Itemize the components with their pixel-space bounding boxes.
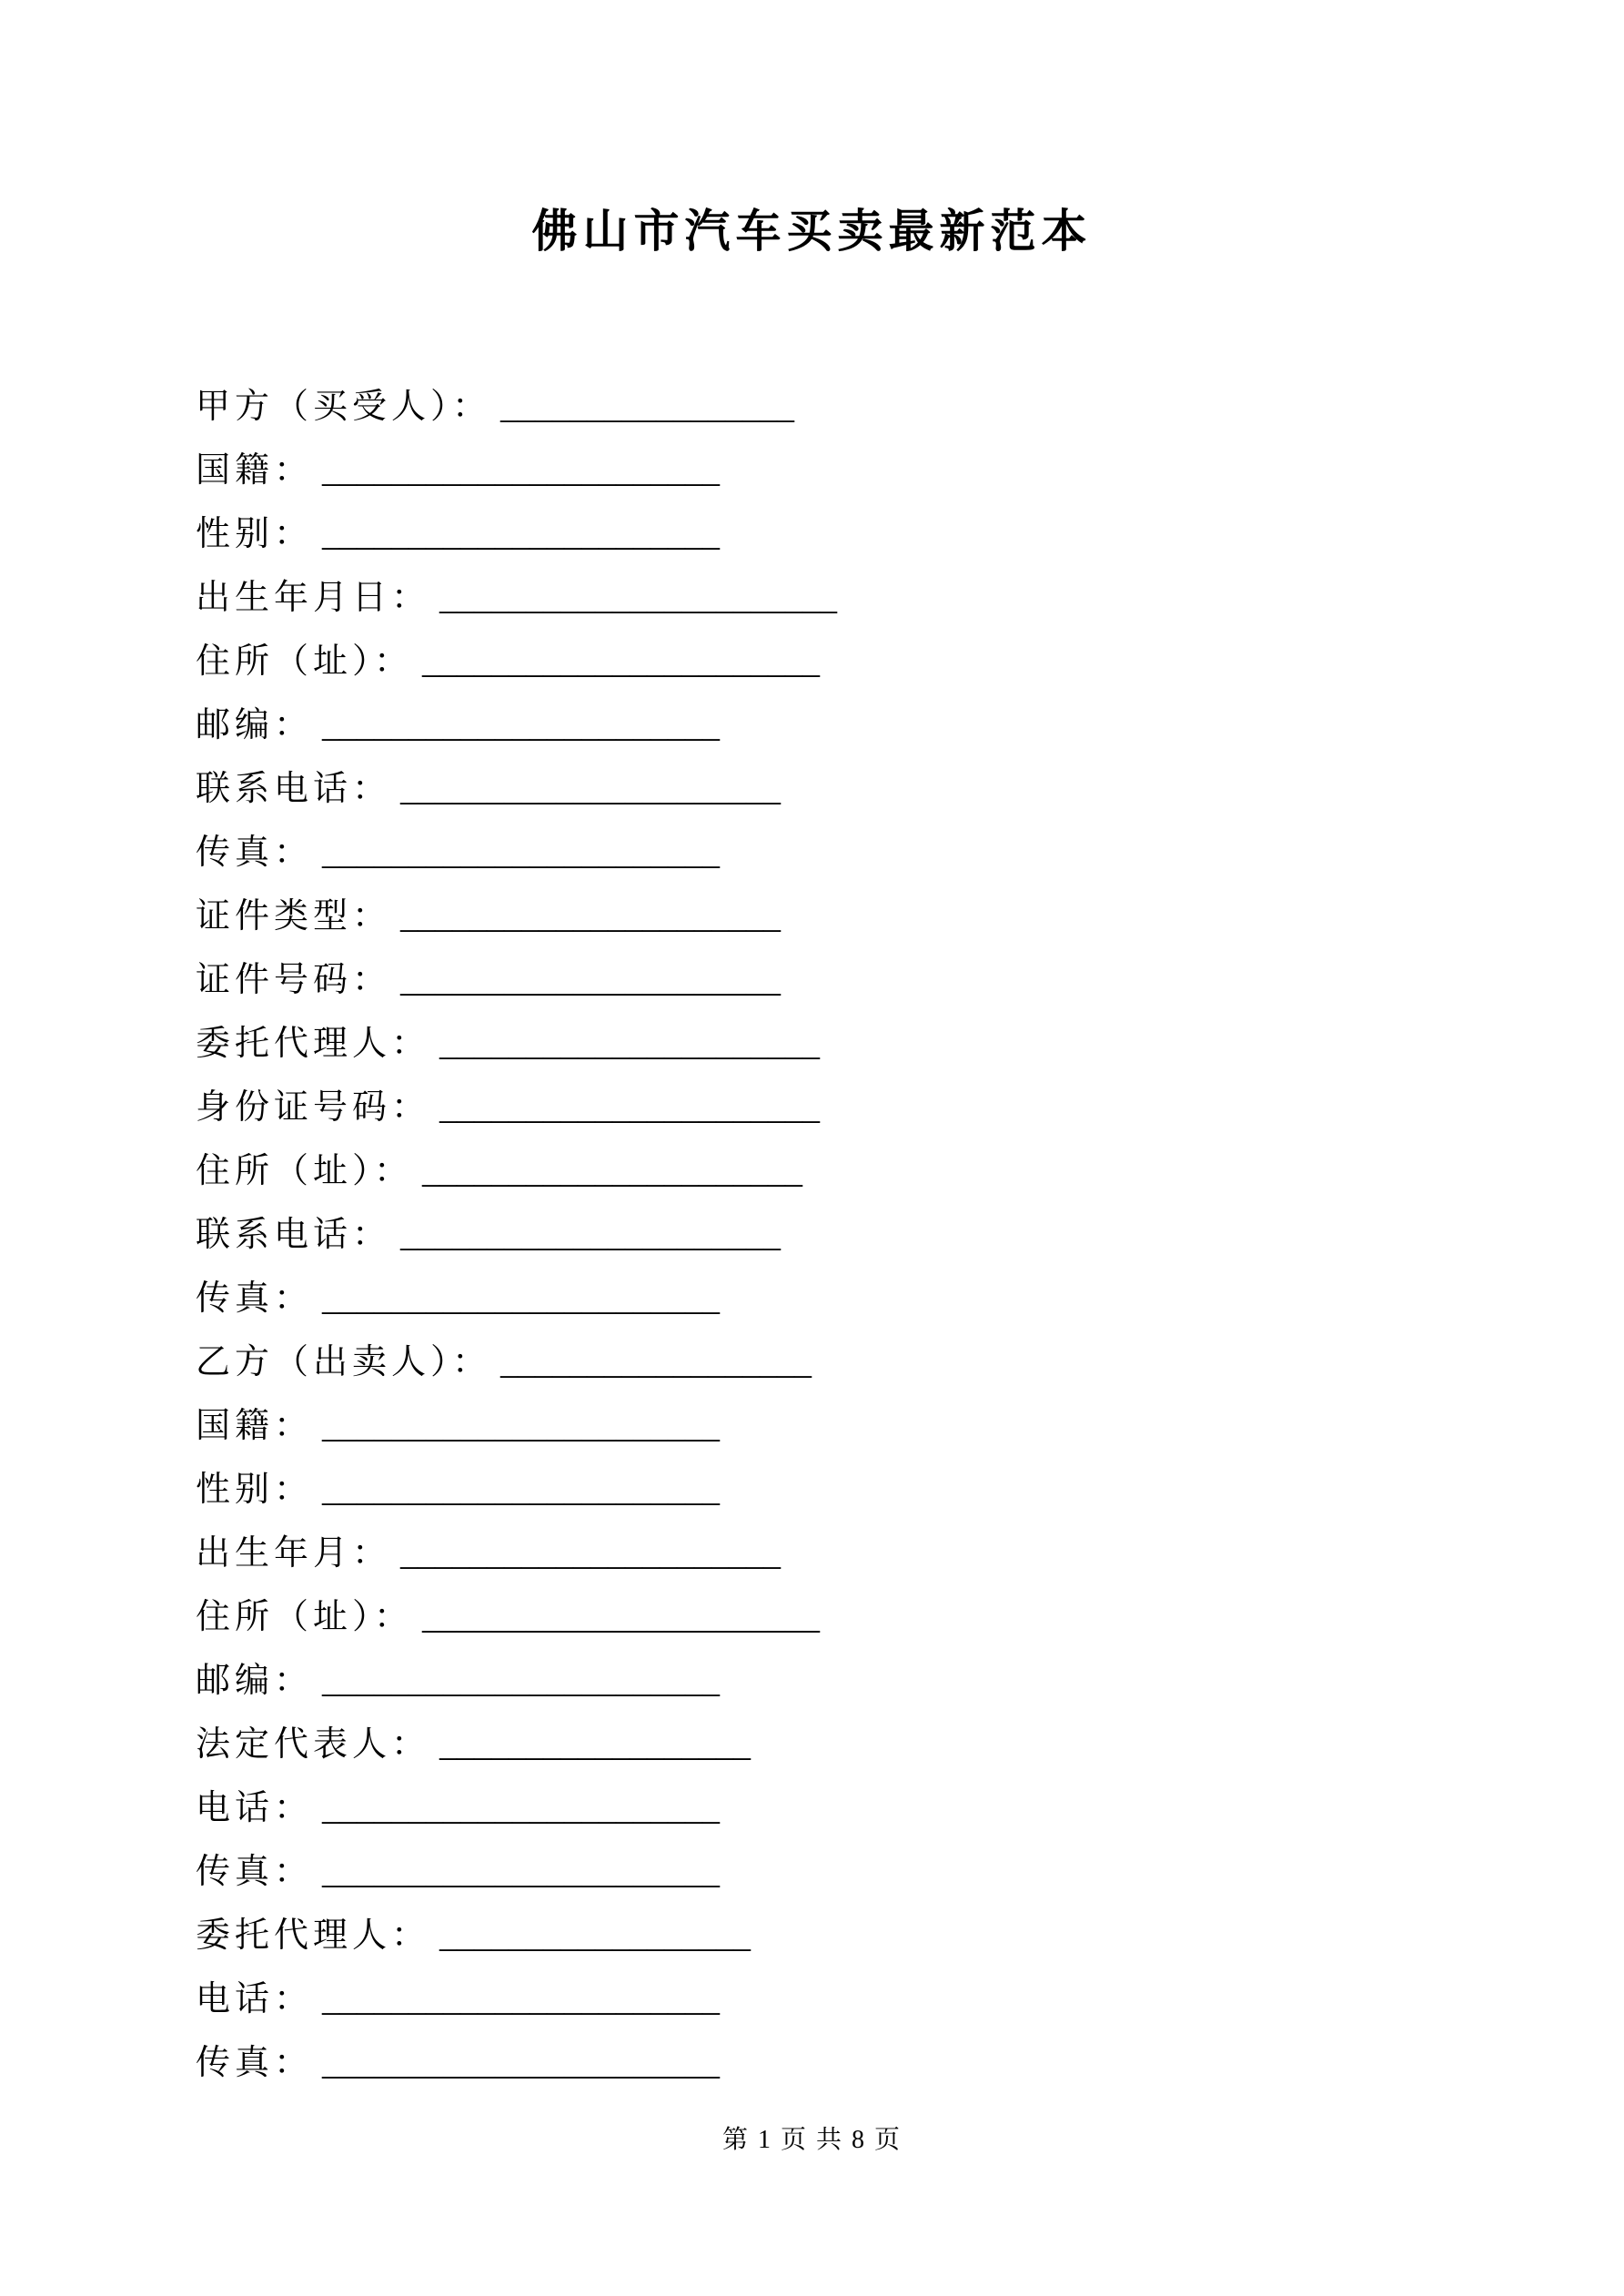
field-blank-line: _________________ (500, 388, 795, 426)
form-row (196, 566, 1624, 630)
form-row (196, 1267, 1624, 1330)
form-row (196, 948, 1624, 1012)
field-blank-line: ______________________ (439, 1025, 821, 1063)
field-label: 证件号码： (196, 961, 392, 999)
form-row (196, 1012, 1624, 1076)
form-row (196, 1776, 1624, 1840)
field-label: 联系电话： (196, 1216, 392, 1254)
form-row (196, 1139, 1624, 1203)
form-row (196, 821, 1624, 885)
field-blank-line: ______________________ (400, 770, 782, 808)
field-label: 委托代理人： (196, 1025, 431, 1063)
field-label: 证件类型： (196, 897, 392, 936)
form-row (196, 1840, 1624, 1904)
field-label: 联系电话： (196, 770, 392, 808)
field-blank-line: _______________________ (439, 579, 838, 617)
form-row (196, 1967, 1624, 2031)
form-row (196, 693, 1624, 757)
field-label: 住所（址）： (196, 1152, 414, 1190)
field-blank-line: _______________________ (322, 1407, 721, 1445)
field-blank-line: _______________________ (322, 2044, 721, 2082)
field-blank-line: _______________________ (322, 834, 721, 872)
form-row (196, 1522, 1624, 1585)
field-blank-line: __________________ (439, 1725, 751, 1764)
field-label: 性别： (196, 515, 314, 553)
form-row (196, 439, 1624, 502)
field-blank-line: _______________________ (322, 706, 721, 744)
field-label: 传真： (196, 834, 314, 872)
form-fields (196, 375, 1624, 2095)
field-blank-line: ______________________ (439, 1088, 821, 1127)
form-row (196, 1649, 1624, 1713)
field-blank-line: __________________ (439, 1917, 751, 1955)
field-label: 国籍： (196, 451, 314, 490)
form-row (196, 1330, 1624, 1394)
form-row (196, 757, 1624, 821)
field-label: 性别： (196, 1471, 314, 1509)
form-row (196, 1585, 1624, 1649)
field-blank-line: _______________________ (322, 1662, 721, 1700)
field-label: 邮编： (196, 1662, 314, 1700)
field-blank-line: _______________________ (422, 642, 821, 681)
form-row (196, 1203, 1624, 1267)
field-label: 甲方（买受人）： (196, 388, 492, 426)
form-row (196, 1076, 1624, 1139)
field-label: 法定代表人： (196, 1725, 431, 1764)
field-label: 电话： (196, 1980, 314, 2018)
field-blank-line: _______________________ (322, 451, 721, 490)
field-label: 电话： (196, 1789, 314, 1827)
field-label: 国籍： (196, 1407, 314, 1445)
field-label: 住所（址）： (196, 1598, 414, 1636)
form-row (196, 1713, 1624, 1776)
field-blank-line: ______________________ (400, 1534, 782, 1573)
field-label: 身份证号码： (196, 1088, 431, 1127)
form-row (196, 1458, 1624, 1522)
field-label: 住所（址）： (196, 642, 414, 681)
document-title: 佛山市汽车买卖最新范本 (531, 206, 1093, 257)
form-row (196, 1394, 1624, 1458)
field-label: 传真： (196, 1279, 314, 1318)
field-blank-line: _______________________ (422, 1598, 821, 1636)
form-row (196, 502, 1624, 566)
field-label: 出生年月日： (196, 579, 431, 617)
field-blank-line: _______________________ (322, 1789, 721, 1827)
field-label: 传真： (196, 2044, 314, 2082)
field-blank-line: _______________________ (322, 1853, 721, 1891)
form-row (196, 1904, 1624, 1967)
field-label: 邮编： (196, 706, 314, 744)
field-label: 委托代理人： (196, 1917, 431, 1955)
field-blank-line: __________________ (500, 1343, 812, 1381)
field-blank-line: ______________________ (400, 961, 782, 999)
form-row (196, 375, 1624, 439)
field-label: 传真： (196, 1853, 314, 1891)
form-row (196, 885, 1624, 948)
field-blank-line: ______________________ (400, 1216, 782, 1254)
field-blank-line: _______________________ (322, 1471, 721, 1509)
field-label: 乙方（出卖人）： (196, 1343, 492, 1381)
form-row (196, 630, 1624, 693)
field-blank-line: _______________________ (322, 1279, 721, 1318)
field-blank-line: _______________________ (322, 1980, 721, 2018)
field-blank-line: ______________________ (422, 1152, 803, 1190)
field-label: 出生年月： (196, 1534, 392, 1573)
page-number-footer: 第 1 页 共 8 页 (721, 2126, 902, 2154)
field-blank-line: _______________________ (322, 515, 721, 553)
form-row (196, 2031, 1624, 2095)
field-blank-line: ______________________ (400, 897, 782, 936)
